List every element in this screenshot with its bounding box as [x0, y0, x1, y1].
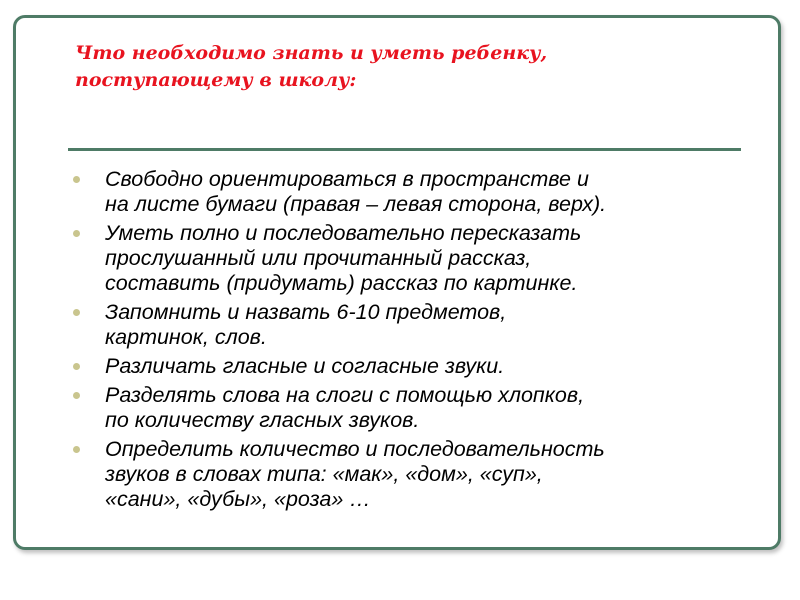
bullet-list: [70, 167, 750, 516]
bullet-text-line: звуков в словах типа: «мак», «дом», «суп»,: [105, 462, 543, 486]
bullet-text-line: картинок, слов.: [105, 325, 267, 349]
bullet-dot-icon: [73, 230, 80, 237]
bullet-item-orientation: [70, 167, 750, 217]
bullet-dot-icon: [73, 176, 80, 183]
slide-title-line: поступающему в школу:: [75, 69, 357, 91]
bullet-dot-icon: [73, 446, 80, 453]
bullet-text-line: Определить количество и последовательность: [105, 437, 605, 461]
bullet-text-line: на листе бумаги (правая – левая сторона, верх).: [105, 192, 607, 216]
bullet-text-line: прослушанный или прочитанный рассказ,: [105, 246, 532, 270]
bullet-item-syllables: [70, 383, 750, 433]
bullet-dot-icon: [73, 309, 80, 316]
bullet-text-line: Разделять слова на слоги с помощью хлопков,: [105, 383, 585, 407]
bullet-dot-icon: [73, 392, 80, 399]
title-divider: [68, 148, 741, 151]
bullet-text-line: Свободно ориентироваться в пространстве и: [105, 167, 589, 191]
bullet-text-line: Различать гласные и согласные звуки.: [105, 354, 505, 378]
bullet-dot-icon: [73, 363, 80, 370]
slide-title: [75, 40, 715, 94]
bullet-item-sound-sequence: [70, 437, 750, 512]
bullet-item-sounds: [70, 354, 750, 379]
bullet-text-line: «сани», «дубы», «роза» …: [105, 487, 371, 511]
slide-title-line: Что необходимо знать и уметь ребенку,: [75, 42, 548, 64]
bullet-text-line: составить (придумать) рассказ по картинке.: [105, 271, 578, 295]
bullet-text-line: Запомнить и назвать 6-10 предметов,: [105, 300, 507, 324]
bullet-item-memory: [70, 300, 750, 350]
bullet-text-line: Уметь полно и последовательно пересказать: [105, 221, 582, 245]
bullet-item-retelling: [70, 221, 750, 296]
bullet-text-line: по количеству гласных звуков.: [105, 408, 420, 432]
